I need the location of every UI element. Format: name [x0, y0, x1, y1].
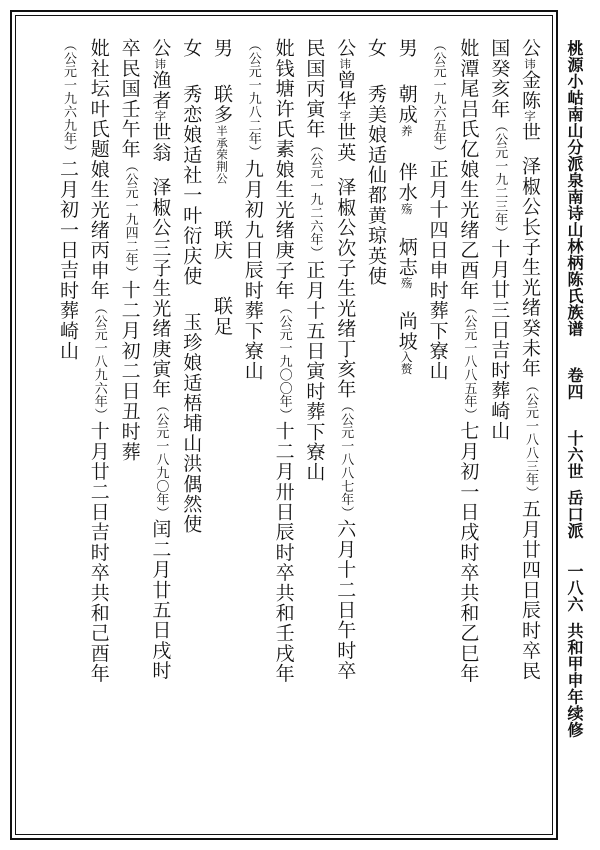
annotation-text: 字	[153, 110, 168, 123]
annotation-text: 讳	[153, 58, 168, 71]
text-segment: 十二月初二日丑时葬	[118, 279, 141, 462]
text-column	[334, 38, 357, 682]
gregorian-date-note: （公元一八八五年）	[461, 300, 477, 422]
text-segment: 尚坡	[395, 310, 418, 352]
annotation-text: 讳	[338, 58, 353, 71]
running-header	[566, 40, 582, 738]
text-segment: 国癸亥年	[488, 38, 511, 119]
text-segment: 六月十二日午时卒	[334, 519, 357, 682]
annotation-text: 字	[338, 110, 353, 123]
text-column	[212, 38, 231, 336]
text-column	[520, 38, 539, 681]
text-segment: 妣社坛叶氏题娘生光绪丙申年	[87, 38, 110, 301]
book-title: 桃源小岵南山分派泉南诗山林柄陈氏族谱	[565, 40, 584, 337]
gregorian-date-note: （公元一九六五年）	[430, 38, 446, 159]
text-segment: 朝成	[395, 84, 418, 125]
page-number: 一八六	[565, 563, 584, 613]
text-segment: 女	[180, 38, 203, 59]
text-column	[89, 38, 108, 684]
text-segment: 伴水	[395, 162, 418, 203]
gregorian-date-note: （公元一八九〇年）	[153, 398, 169, 520]
text-column	[457, 38, 480, 684]
text-column	[488, 38, 511, 442]
text-segment: 闰二月廿五日戌时	[149, 519, 172, 682]
gregorian-date-note: （公元一九〇〇年）	[276, 300, 292, 422]
text-column	[274, 38, 293, 684]
annotation-text: 养	[399, 124, 414, 137]
volume-label: 卷四	[565, 367, 584, 400]
text-segment: 卒民国壬午年	[118, 38, 141, 160]
gregorian-date-note: （公元一九四二年）	[122, 159, 138, 280]
text-column	[58, 38, 77, 361]
text-segment: 男	[211, 38, 233, 59]
text-segment: 公	[519, 38, 541, 59]
generation-label: 十六世	[565, 430, 584, 480]
text-column	[428, 38, 447, 381]
annotation-text: 字	[523, 110, 537, 123]
text-column	[397, 38, 416, 375]
text-segment: 秀美娘适仙都黄琼英使	[365, 84, 387, 287]
text-segment: 联多	[211, 84, 233, 125]
gregorian-date-note: （公元一九八二年）	[245, 38, 261, 159]
text-segment: 曾华	[334, 70, 357, 111]
text-segment: 世英	[334, 122, 357, 163]
gregorian-date-note: （公元一八八三年）	[523, 378, 538, 500]
text-segment: 二月初一日吉时葬崎山	[57, 158, 79, 361]
text-column	[366, 38, 385, 286]
text-column	[149, 38, 172, 682]
gregorian-date-note: （公元一九二六年）	[307, 139, 323, 260]
annotation-text: 殇	[399, 202, 414, 215]
text-segment: 世	[519, 122, 541, 143]
text-segment: 正月十四日申时葬下寮山	[426, 158, 449, 381]
text-segment: 联足	[211, 296, 233, 337]
text-segment: 公	[334, 38, 357, 59]
text-segment: 泽椒公次子生光绪丁亥年	[334, 176, 357, 399]
text-segment: 泽椒公长子生光绪癸未年	[519, 156, 541, 379]
text-segment: 五月廿四日辰时卒民	[519, 499, 541, 682]
text-segment: 女	[365, 38, 387, 59]
text-segment: 公	[149, 38, 172, 59]
text-segment: 七月初一日戌时卒共和乙巳年	[457, 421, 480, 684]
text-segment: 十月廿二日吉时卒共和己酉年	[87, 421, 110, 684]
text-segment: 民国丙寅年	[303, 38, 326, 139]
text-column	[120, 38, 139, 462]
text-segment: 妣钱塘许氏素娘生光绪庚子年	[272, 38, 295, 301]
text-segment: 泽椒公三子生光绪庚寅年	[149, 176, 172, 399]
text-segment: 正月十五日寅时葬下寮山	[303, 259, 326, 482]
edition-label: 共和甲申年续修	[565, 622, 584, 738]
annotation-text: 殇	[399, 277, 414, 289]
text-segment: 十月廿三日吉时葬崎山	[488, 239, 511, 442]
annotation-text: 入赘	[399, 351, 414, 375]
text-segment: 玉珍娘适梧埔山洪偶然使	[180, 312, 203, 535]
text-segment: 男	[395, 38, 418, 59]
text-segment: 十二月卅日辰时卒共和壬戌年	[272, 421, 295, 684]
text-segment: 渔者	[149, 70, 172, 111]
text-segment: 妣潭尾吕氏亿娘生光绪乙酉年	[457, 38, 480, 301]
gregorian-date-note: （公元一八九六年）	[91, 300, 107, 422]
text-segment: 金陈	[519, 70, 541, 111]
branch-label: 岳口派	[565, 489, 584, 539]
text-segment: 炳志	[395, 236, 418, 278]
text-segment: 世翁	[149, 122, 172, 163]
text-column	[303, 38, 326, 482]
text-segment: 秀恋娘适社一叶衍庆使	[180, 84, 203, 287]
text-segment: 联庆	[211, 219, 233, 261]
gregorian-date-note: （公元一八八七年）	[338, 398, 354, 520]
text-column	[243, 38, 262, 381]
gregorian-date-note: （公元一九二三年）	[492, 118, 508, 240]
annotation-text: 讳	[523, 58, 537, 71]
text-column	[180, 38, 203, 535]
text-segment: 九月初九日辰时葬下寮山	[241, 158, 264, 381]
gregorian-date-note: （公元一九六九年）	[61, 38, 76, 159]
annotation-text: 半承荣荆公	[215, 124, 229, 184]
